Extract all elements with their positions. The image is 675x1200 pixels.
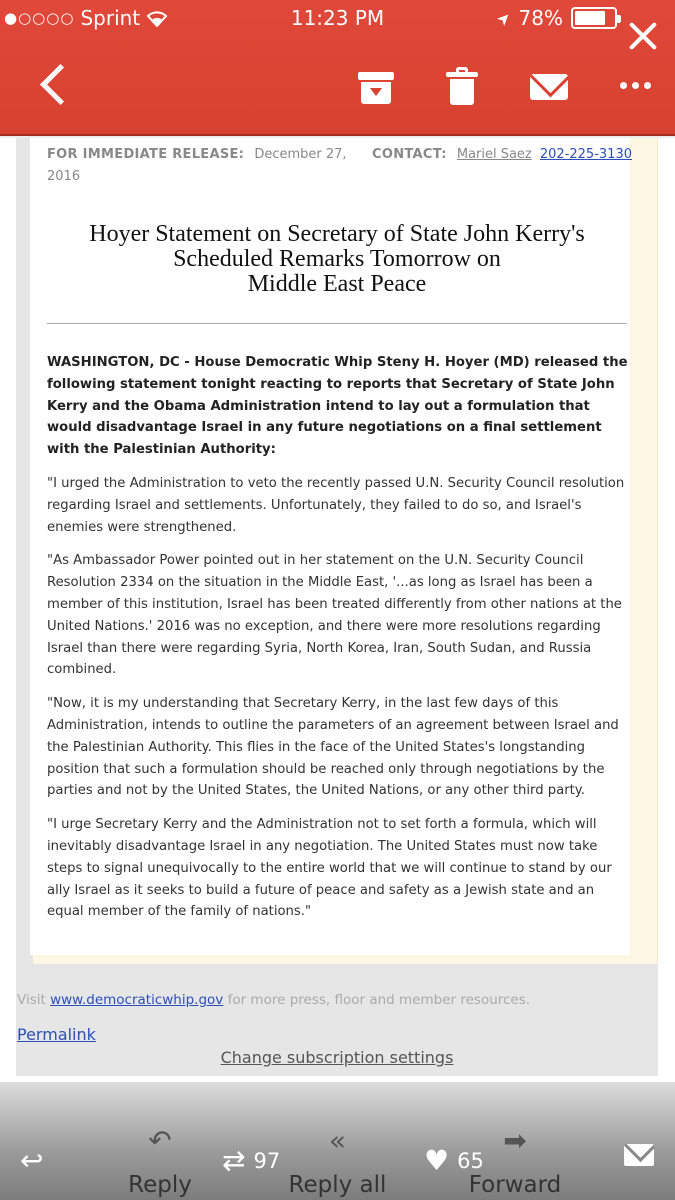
change-subscription-link[interactable]: Change subscription settings: [220, 1048, 454, 1067]
website-link[interactable]: www.democraticwhip.gov: [50, 992, 224, 1008]
contact-label: CONTACT:: [372, 147, 447, 162]
like-count: 65: [457, 1148, 484, 1173]
location-icon: ➤: [492, 6, 516, 30]
retweet-count: 97: [253, 1148, 281, 1173]
forward-label: Forward: [468, 1172, 562, 1198]
contact-phone-link[interactable]: 202-225-3130: [539, 147, 632, 162]
envelope-icon: [624, 1144, 654, 1166]
carrier-name: Sprint: [80, 6, 141, 30]
permalink-link[interactable]: Permalink: [17, 1025, 96, 1044]
bottom-action-bar: [0, 1082, 675, 1200]
battery-percent: 78%: [518, 6, 563, 30]
paragraph: "As Ambassador Power pointed out in her statement on the U.N. Security Council Resolution 2334 on the situation in the Middle East, '...as long as Israel has been a member of this institution, Israel has been treated differently from other nations at the United Nations.' 2016 was no exception, and there were more resolutions regarding Israel than there were regarding Syria, North Korea, Iran, South Sudan, and Russia combined.: [47, 553, 622, 678]
like-button[interactable]: [424, 1144, 484, 1177]
retweet-button[interactable]: [222, 1144, 280, 1177]
clock: 11:23 PM: [290, 6, 385, 30]
lead-paragraph: WASHINGTON, DC - House Democratic Whip Steny H. Hoyer (MD) released the following statement tonight reacting to reports that Secretary of State John Kerry and the Obama Administration intend to lay out a formulation that would disadvantage Israel in any future negotiations on a final settlement with the Palestinian Authority:: [47, 355, 628, 458]
visit-suffix: for more press, floor and member resources.: [227, 992, 531, 1008]
forward-arrow-icon: ➡: [503, 1124, 527, 1157]
release-label: FOR IMMEDIATE RELEASE:: [47, 147, 245, 162]
heart-icon: ♥: [424, 1144, 450, 1177]
reply-arrow-icon: ↶: [148, 1124, 172, 1157]
tweet-reply-icon: ↩: [20, 1144, 44, 1177]
headline-line: Hoyer Statement on Secretary of State John Kerry's: [89, 221, 585, 247]
reply-all-arrow-icon: «: [328, 1124, 347, 1157]
headline-line: Scheduled Remarks Tomorrow on: [173, 246, 501, 272]
more-icon[interactable]: [620, 64, 652, 108]
status-bar: [0, 6, 675, 34]
release-date: December 27, 2016: [47, 147, 347, 184]
reply-all-label: Reply all: [288, 1172, 387, 1198]
tweet-reply-button[interactable]: [20, 1144, 43, 1177]
archive-icon[interactable]: [358, 64, 394, 108]
battery-icon: [571, 7, 617, 29]
retweet-icon: ⇄: [222, 1144, 246, 1177]
reply-label: Reply: [128, 1172, 192, 1198]
visit-prefix: Visit: [17, 992, 46, 1008]
visit-line: [17, 992, 530, 1008]
page-title: [47, 222, 627, 297]
email-body[interactable]: [0, 138, 675, 1082]
mail-icon[interactable]: [530, 64, 568, 108]
statement-body: [47, 352, 629, 935]
paragraph: "I urged the Administration to veto the recently passed U.N. Security Council resolution regarding Israel and settlements. Unfortunately, they failed to do so, and Israel's enemies were strengthened.: [47, 475, 625, 535]
tweet-action-row: [0, 1144, 675, 1184]
top-toolbar: [0, 0, 675, 136]
trash-icon[interactable]: [446, 64, 478, 108]
release-line: [47, 144, 347, 188]
contact-name-link[interactable]: Mariel Saez: [456, 147, 532, 162]
paragraph: "Now, it is my understanding that Secretary Kerry, in the last few days of this Administration, intends to outline the parameters of an agreement between Israel and the Palestinian Authority. This flies in the face of the United States's longstanding position that such a formulation should be reached only through negotiations by the parties and not by the United States, the United Nations, or any other third party.: [47, 696, 619, 799]
back-icon[interactable]: [36, 64, 66, 108]
contact-line: [372, 144, 632, 166]
direct-message-button[interactable]: [624, 1144, 654, 1166]
divider: [47, 323, 627, 324]
headline-line: Middle East Peace: [247, 271, 427, 297]
close-icon[interactable]: [627, 20, 659, 52]
paragraph: "I urge Secretary Kerry and the Administration not to set forth a formula, which will inevitably disadvantage Israel in any negotiation. The United States must now take steps to signal unequivocally to the entire world that we will continue to stand by our ally Israel as it seeks to build a future of peace and safety as a Jewish state and an equal member of the family of nations.": [47, 817, 612, 920]
signal-strength-icon: ●○○○○: [4, 9, 75, 27]
